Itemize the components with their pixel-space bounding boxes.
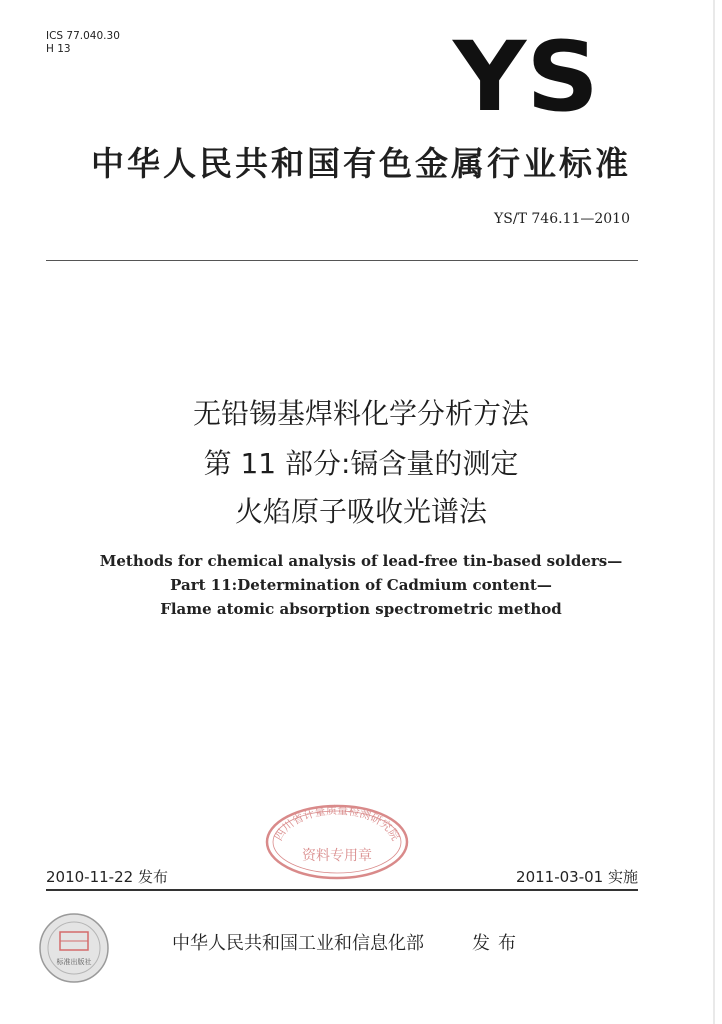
seal-text: 标准出版社 bbox=[56, 958, 92, 966]
svg-text:四川省计量质量检测研究院 bbox=[272, 803, 403, 843]
issue-date: 2010-11-22 发布 bbox=[46, 868, 168, 886]
footer-divider bbox=[46, 889, 638, 891]
title-en-line3: Flame atomic absorption spectrometric method bbox=[160, 600, 562, 618]
ics-code: ICS 77.040.30 bbox=[46, 30, 120, 42]
standard-number: YS/T 746.11—2010 bbox=[494, 211, 630, 227]
stamp-outer-text: 四川省计量质量检测研究院 bbox=[271, 803, 403, 843]
stamp-inner-text: 资料专用章 bbox=[302, 848, 372, 864]
title-cn-line2: 第 11 部分:镉含量的测定 bbox=[203, 447, 519, 480]
publish-label: 发布 bbox=[472, 933, 524, 954]
ys-logo-text: YS bbox=[452, 32, 599, 116]
title-en-line2: Part 11:Determination of Cadmium content— bbox=[170, 576, 552, 594]
org-title: 中华人民共和国有色金属行业标准 bbox=[91, 144, 631, 183]
publisher-name: 中华人民共和国工业和信息化部 bbox=[172, 933, 424, 954]
document-stamp bbox=[262, 800, 412, 880]
header-divider bbox=[46, 260, 638, 261]
classification-codes bbox=[46, 30, 120, 56]
ys-logo bbox=[452, 32, 600, 116]
implementation-date: 2011-03-01 实施 bbox=[516, 868, 638, 886]
title-en-line1: Methods for chemical analysis of lead-free tin-based solders— bbox=[99, 552, 623, 570]
ccs-code: H 13 bbox=[46, 43, 71, 55]
title-cn-line1: 无铅锡基焊料化学分析方法 bbox=[192, 397, 529, 430]
title-cn-line3: 火焰原子吸收光谱法 bbox=[234, 495, 487, 528]
publisher-seal-icon bbox=[36, 910, 112, 986]
